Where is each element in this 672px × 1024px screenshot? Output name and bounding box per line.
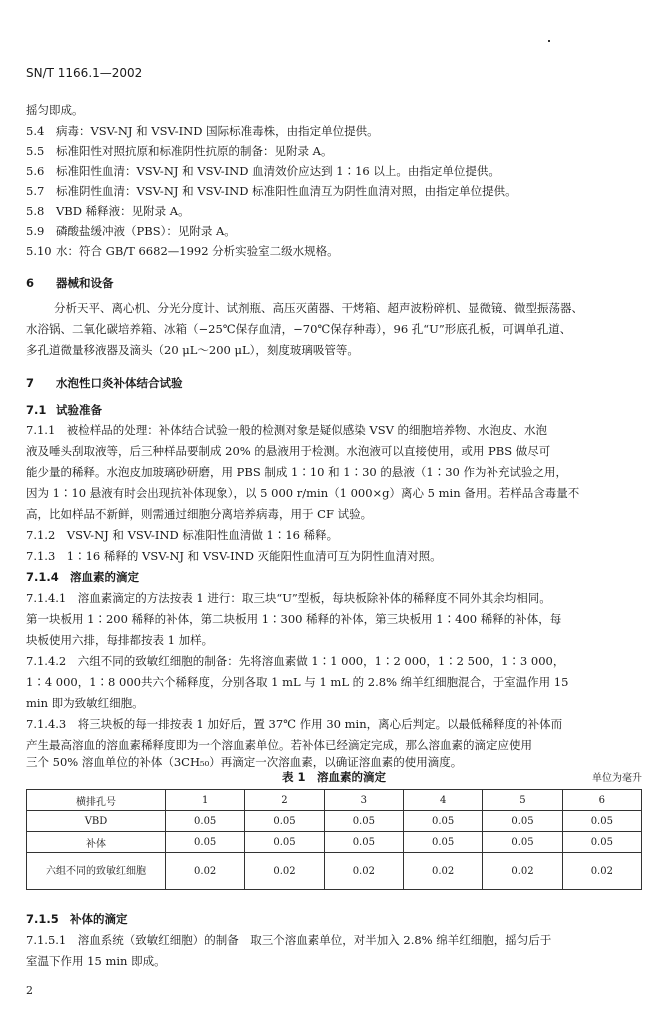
table-cell: 0.05: [166, 811, 245, 832]
table-header-row: [27, 790, 642, 811]
section-number: 7.1.4: [26, 570, 59, 584]
clause-number: 5.8: [26, 204, 45, 218]
text-line: 能少量的稀释。水泡皮加玻璃砂研磨，用 PBS 制成 1∶10 和 1∶30 的悬液（1∶30 作为补充试验之用，: [26, 465, 568, 479]
clause-number: 5.10: [26, 244, 52, 258]
table-title: 表 1 溶血素的滴定: [281, 770, 386, 784]
header-cell: 3: [324, 790, 403, 811]
header-cell: 横排孔号: [27, 790, 166, 811]
clause-5-10: [26, 241, 644, 261]
clause-number: 5.6: [26, 164, 45, 178]
clause-number: 5.4: [26, 124, 45, 138]
table-cell: 0.05: [562, 811, 641, 832]
table-row: [27, 853, 642, 890]
text-line: min 即为致敏红细胞。: [26, 696, 144, 710]
table-cell: 0.05: [324, 811, 403, 832]
clause-text: VBD 稀释液：见附录 A。: [56, 204, 190, 218]
table-unit: 单位为毫升: [592, 773, 642, 784]
page-number: 2: [26, 984, 33, 997]
section-number: 6: [26, 276, 35, 290]
table-cell: 0.05: [245, 811, 324, 832]
table-cell: 0.05: [483, 811, 562, 832]
text-line: 7.1.5.1 溶血系统（致敏红细胞）的制备 取三个溶血素单位，对半加入 2.8% 绵羊红细胞，摇匀后于: [26, 933, 552, 947]
scan-speck: [548, 40, 550, 42]
table-cell: 0.05: [245, 832, 324, 853]
text-line: 第一块板用 1∶200 稀释的补体，第二块板用 1∶300 稀释的补体，第三块板用 1∶400 稀释的补体，每: [26, 612, 562, 626]
header-cell: 1: [166, 790, 245, 811]
text-line: 高，比如样品不新鲜，则需通过细胞分离培养病毒，用于 CF 试验。: [26, 507, 373, 521]
clause-text: 标准阳性对照抗原和标准阴性抗原的制备：见附录 A。: [56, 144, 333, 158]
section-title: 补体的滴定: [70, 912, 128, 926]
clause-5-8: [26, 201, 644, 221]
table-cell: 0.02: [245, 853, 324, 890]
text-line: 块板使用六排，每排都按表 1 加样。: [26, 633, 214, 647]
text-line: 因为 1∶10 悬液有时会出现抗补体现象），以 5 000 r/min（1 000×g）离心 5 min 备用。若样品含毒量不: [26, 486, 580, 500]
table-cell: 0.05: [403, 832, 482, 853]
text-line: 液及唾头刮取液等，后三种样品要制成 20% 的悬液用于检测。水泡液可以直接使用，或用 PBS 做尽可: [26, 444, 551, 458]
table-cell: 0.02: [324, 853, 403, 890]
header-cell: 5: [483, 790, 562, 811]
header-cell: 6: [562, 790, 641, 811]
clause-number: 5.9: [26, 224, 45, 238]
section-title: 溶血素的滴定: [70, 570, 139, 584]
section-7-1-heading: [26, 400, 644, 420]
section-7-1-5-heading: [26, 909, 644, 929]
text-line: 7.1.3 1∶16 稀释的 VSV-NJ 和 VSV-IND 灭能阳性血清可互为阴性血清对照。: [26, 549, 442, 563]
section-7-1-4-heading: [26, 567, 644, 587]
section-number: 7.1.5: [26, 912, 59, 926]
clause-number: 5.7: [26, 184, 45, 198]
text-line: 三个 50% 溶血单位的补体（3CH₅₀）再滴定一次溶血素，以确证溶血素的使用滴度。: [26, 755, 463, 769]
text-line: 产生最高溶血的溶血素稀释度即为一个溶血素单位。若补体已经滴定完成，那么溶血素的滴定应使用: [26, 738, 532, 752]
table-cell: 0.02: [403, 853, 482, 890]
clause-text: 标准阳性血清：VSV-NJ 和 VSV-IND 血清效价应达到 1∶16 以上。由指定单位提供。: [56, 164, 500, 178]
clause-text: 磷酸盐缓冲液（PBS）：见附录 A。: [56, 224, 236, 238]
clause-5-9: [26, 221, 644, 241]
text-line: 7.1.4.1 溶血素滴定的方法按表 1 进行：取三块“U”型板，每块板除补体的稀释度不同外其余均相同。: [26, 591, 551, 605]
text-line: 7.1.4.2 六组不同的致敏红细胞的制备：先将溶血素做 1∶1 000，1∶2 000，1∶2 500，1∶3 000，: [26, 654, 565, 668]
row-label: 六组不同的致敏红细胞: [27, 853, 166, 890]
clause-number: 5.5: [26, 144, 45, 158]
text-line: 摇匀即成。: [26, 103, 84, 117]
section-number: 7.1: [26, 403, 47, 417]
clause-5-7: [26, 181, 644, 201]
clause-5-4: [26, 121, 644, 141]
text-line: 室温下作用 15 min 即成。: [26, 954, 166, 968]
clause-5-5: [26, 141, 644, 161]
section-7-heading: [26, 373, 644, 393]
section-title: 水泡性口炎补体结合试验: [56, 376, 183, 390]
section-title: 器械和设备: [56, 276, 114, 290]
header-cell: 4: [403, 790, 482, 811]
text-line: 多孔道微量移液器及滴头（20 μL～200 μL），刻度玻璃吸管等。: [26, 343, 359, 357]
table-row: [27, 811, 642, 832]
table-cell: 0.05: [562, 832, 641, 853]
clause-text: 水：符合 GB/T 6682—1992 分析实验室二级水规格。: [56, 244, 339, 258]
table-cell: 0.05: [483, 832, 562, 853]
text-line: 1∶4 000，1∶8 000共六个稀释度，分别各取 1 mL 与 1 mL 的 2.8% 绵羊红细胞混合，于室温作用 15: [26, 675, 569, 689]
row-label: 补体: [27, 832, 166, 853]
text-line: 分析天平、离心机、分光分度计、试剂瓶、高压灭菌器、干烤箱、超声波粉碎机、显微镜、微型振荡器、: [54, 301, 583, 315]
section-6-heading: [26, 273, 644, 293]
header-cell: 2: [245, 790, 324, 811]
text-line: 水浴锅、二氧化碳培养箱、冰箱（−25℃保存血清，−70℃保存种毒），96 孔“U”形底孔板，可调单孔道、: [26, 322, 572, 336]
clause-text: 标准阴性血清：VSV-NJ 和 VSV-IND 标准阳性血清互为阴性血清对照，由指定单位提供。: [56, 184, 517, 198]
text-line: 7.1.4.3 将三块板的每一排按表 1 加好后，置 37℃ 作用 30 min，离心后判定。以最低稀释度的补体而: [26, 717, 563, 731]
hemolysin-titration-table: [26, 789, 642, 890]
clause-text: 病毒：VSV-NJ 和 VSV-IND 国际标准毒株，由指定单位提供。: [56, 124, 379, 138]
section-title: 试验准备: [56, 403, 102, 417]
table-cell: 0.02: [483, 853, 562, 890]
text-line: 7.1.2 VSV-NJ 和 VSV-IND 标准阳性血清做 1∶16 稀释。: [26, 528, 339, 542]
row-label: VBD: [27, 811, 166, 832]
table-cell: 0.05: [403, 811, 482, 832]
table-cell: 0.02: [166, 853, 245, 890]
table-row: [27, 832, 642, 853]
doc-code-header: SN/T 1166.1—2002: [26, 66, 143, 80]
section-number: 7: [26, 376, 35, 390]
clause-5-6: [26, 161, 644, 181]
table-cell: 0.05: [166, 832, 245, 853]
text-line: 7.1.1 被检样品的处理：补体结合试验一般的检测对象是疑似感染 VSV 的细胞培养物、水泡皮、水泡: [26, 423, 548, 437]
table-cell: 0.02: [562, 853, 641, 890]
table-cell: 0.05: [324, 832, 403, 853]
